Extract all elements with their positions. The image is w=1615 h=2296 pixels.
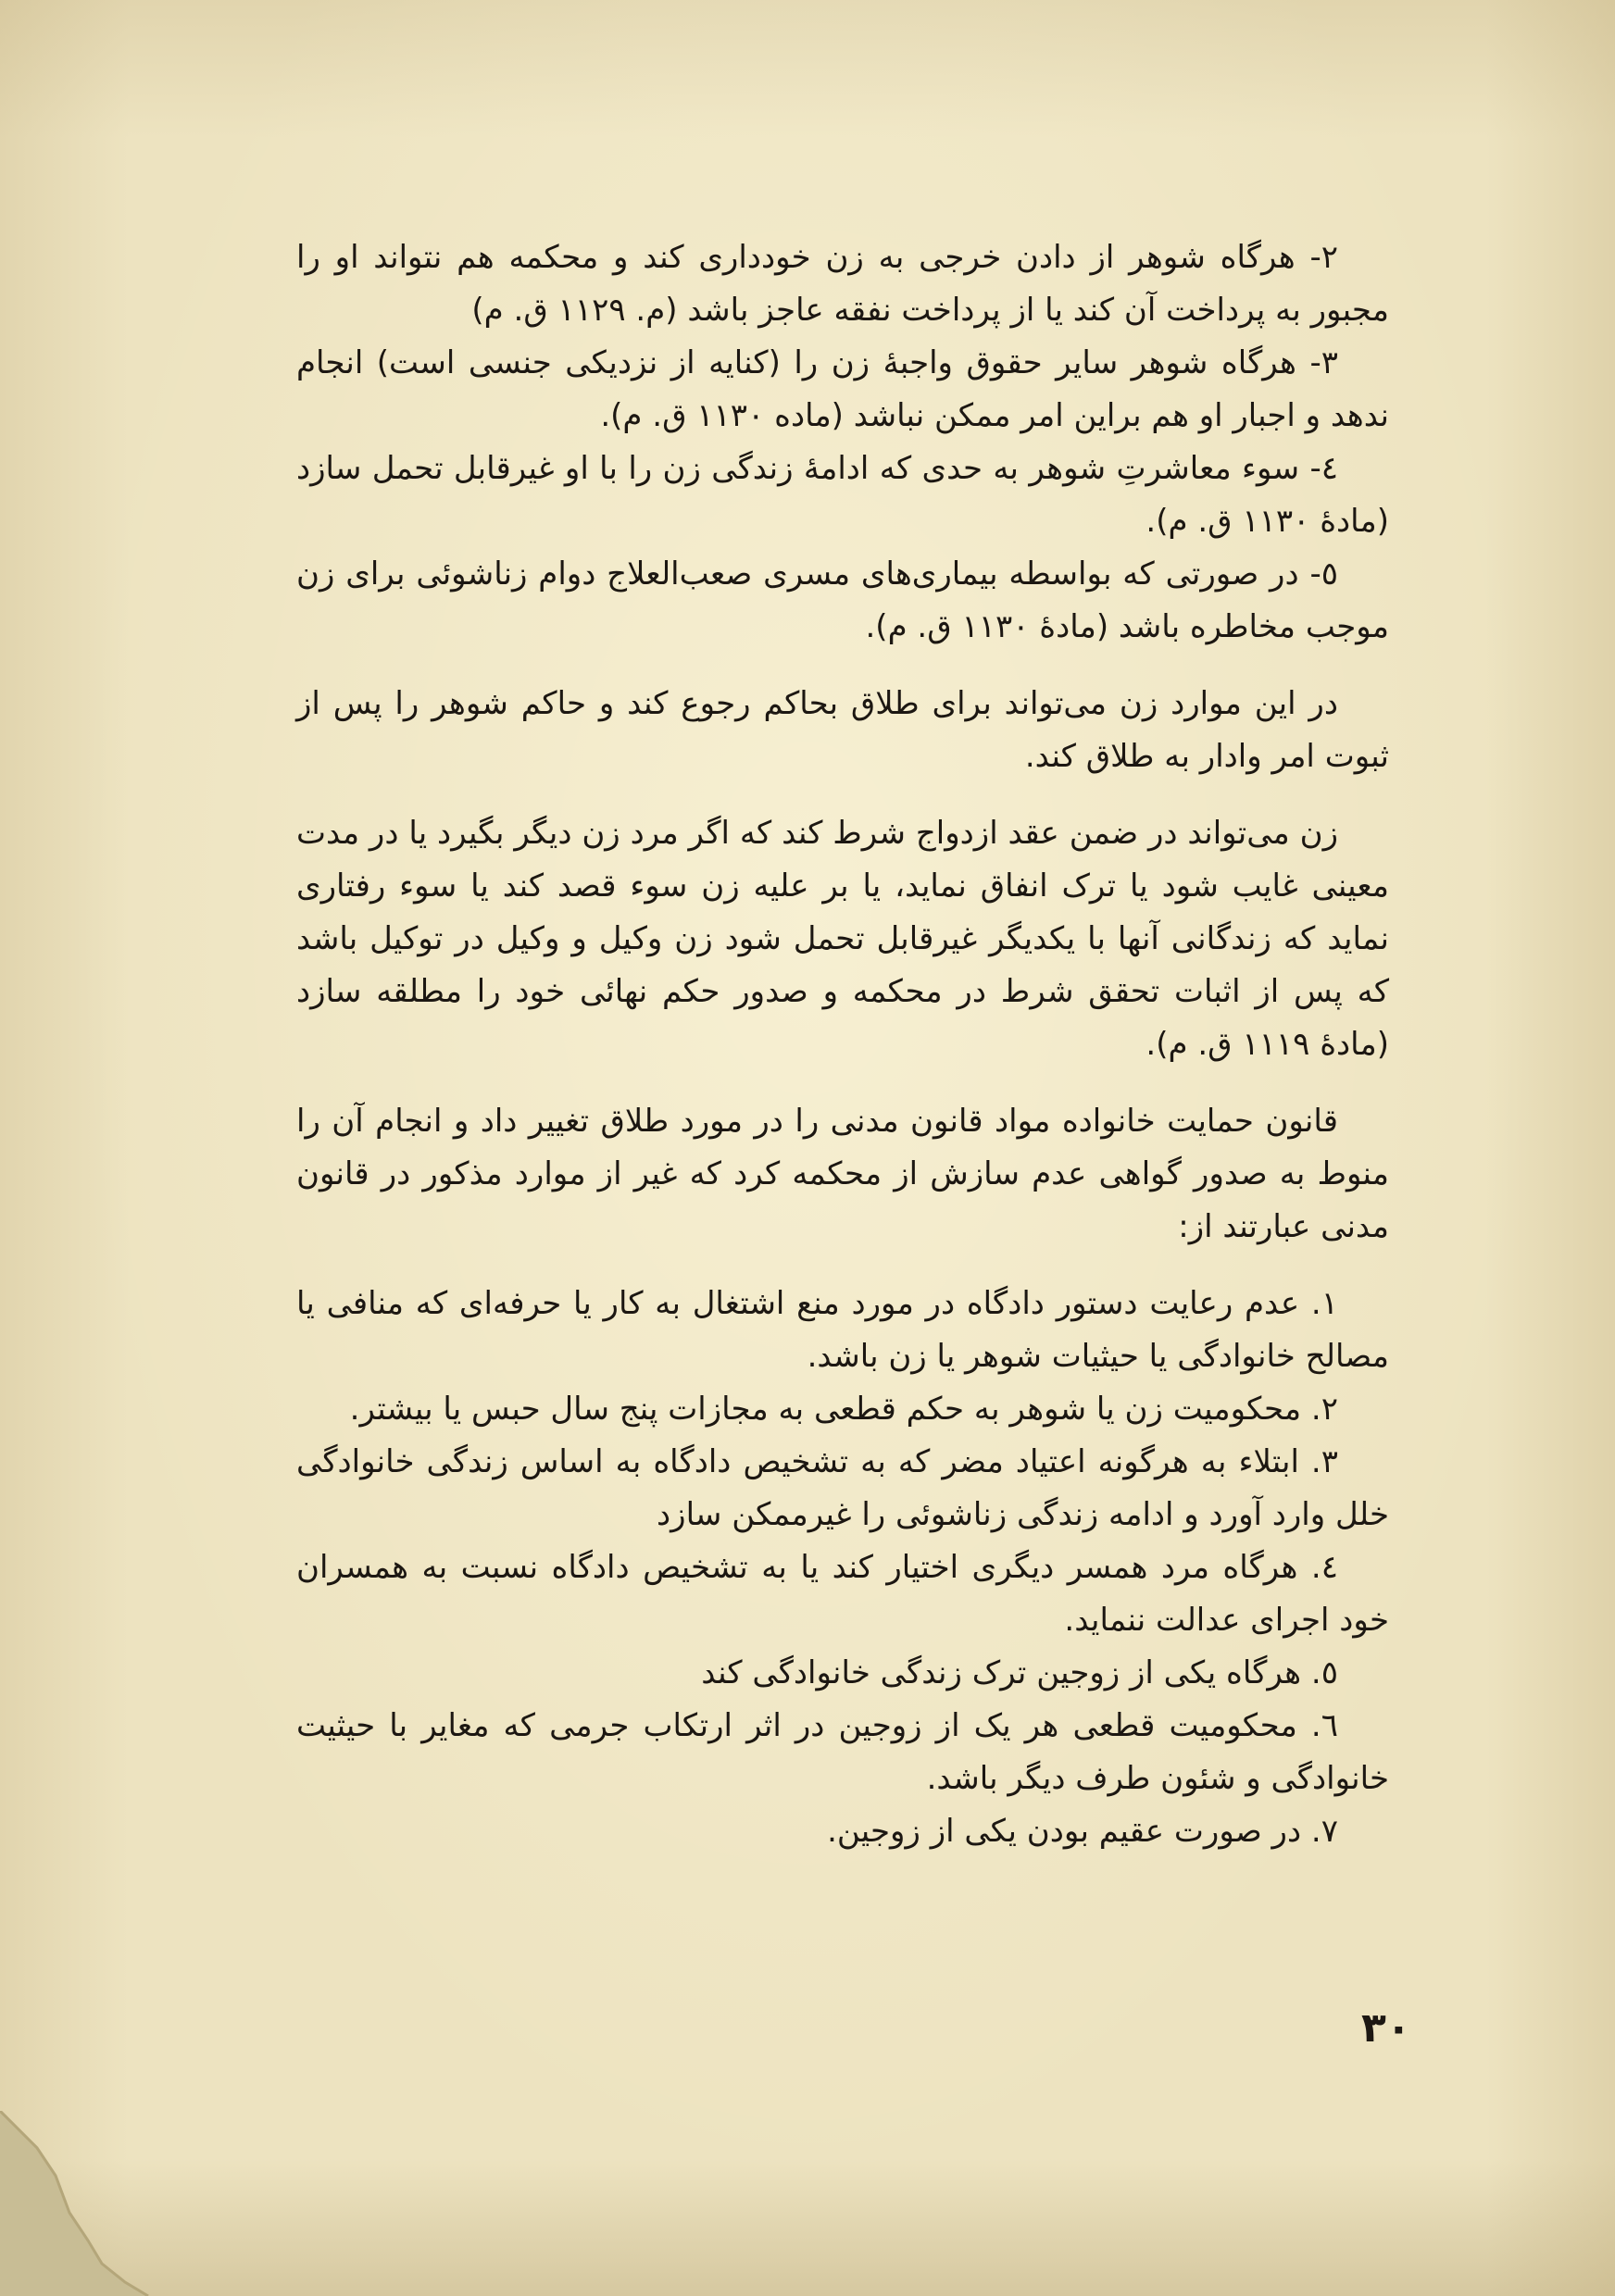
paragraph-marriage-condition: زن می‌تواند در ضمن عقد ازدواج شرط کند که اگر مرد زن دیگر بگیرد یا در مدت معینی غایب شود یا ترک انفاق نماید، یا بر علیه زن سوء قصد کند یا سوء رفتاری نماید که زندگانی آنها با یکدیگر غیرقابل تحمل شود زن وکیل و وکیل در توکیل باشد که پس از اثبات تحقق شرط در محکمه و صدور حکم نهائی خود را مطلقه سازد (مادهٔ ١١١٩ ق. م). <box>296 815 1389 1063</box>
torn-corner <box>0 2111 167 2296</box>
body-text <box>296 231 1389 1858</box>
paragraph-divorce-cases: در این موارد زن می‌تواند برای طلاق بحاکم رجوع کند و حاکم شوهر را پس از ثبوت امر وادار به طلاق کند. <box>296 685 1389 775</box>
paragraph-item-2: ٢- هرگاه شوهر از دادن خرجی به زن خودداری کند و محکمه هم نتواند او را مجبور به پرداخت آن کند یا از پرداخت نفقه عاجز باشد (م. ١١٢٩ ق. م) <box>296 239 1389 329</box>
paragraph-item-3: ٣- هرگاه شوهر سایر حقوق واجبهٔ زن را (کنایه از نزدیکی جنسی است) انجام ندهد و اجبار او هم براین امر ممکن نباشد (ماده ١١٣٠ ق. م). <box>296 344 1389 434</box>
list-item-4: ٤. هرگاه مرد همسر دیگری اختیار کند یا به تشخیص دادگاه نسبت به همسران خود اجرای عدالت ننماید. <box>296 1549 1389 1639</box>
paragraph-item-5: ٥- در صورتی که بواسطه بیماری‌های مسری صعب‌العلاج دوام زناشوئی برای زن موجب مخاطره باشد (مادهٔ ١١٣٠ ق. م). <box>296 555 1389 645</box>
page-number: ٣٠ <box>1361 2004 1411 2052</box>
list-item-3: ٣. ابتلاء به هرگونه اعتیاد مضر که به تشخیص دادگاه به اساس زندگی خانوادگی خلل وارد آورد و ادامه زندگی زناشوئی را غیرممکن سازد <box>296 1443 1389 1533</box>
list-item-2: ٢. محکومیت زن یا شوهر به حکم قطعی به مجازات پنج سال حبس یا بیشتر. <box>349 1391 1338 1428</box>
paragraph-item-4: ٤- سوء معاشرتِ شوهر به حدی که ادامهٔ زندگی زن را با او غیرقابل تحمل سازد (مادهٔ ١١٣٠ ق. م). <box>296 450 1389 540</box>
list-item-1: ١. عدم رعایت دستور دادگاه در مورد منع اشتغال به کار یا حرفه‌ای که منافی یا مصالح خانوادگی یا حیثیات شوهر یا زن باشد. <box>296 1285 1389 1375</box>
list-item-7: ٧. در صورت عقیم بودن یکی از زوجین. <box>827 1813 1338 1850</box>
list-item-6: ٦. محکومیت قطعی هر یک از زوجین در اثر ارتکاب جرمی که مغایر با حیثیت خانوادگی و شئون طرف دیگر باشد. <box>296 1707 1389 1797</box>
list-item-5: ٥. هرگاه یکی از زوجین ترک زندگی خانوادگی کند <box>701 1654 1338 1691</box>
paragraph-family-law: قانون حمایت خانواده مواد قانون مدنی را در مورد طلاق تغییر داد و انجام آن را منوط به صدور گواهی عدم سازش از محکمه کرد که غیر از موارد مذکور در قانون مدنی عبارتند از: <box>296 1103 1389 1245</box>
